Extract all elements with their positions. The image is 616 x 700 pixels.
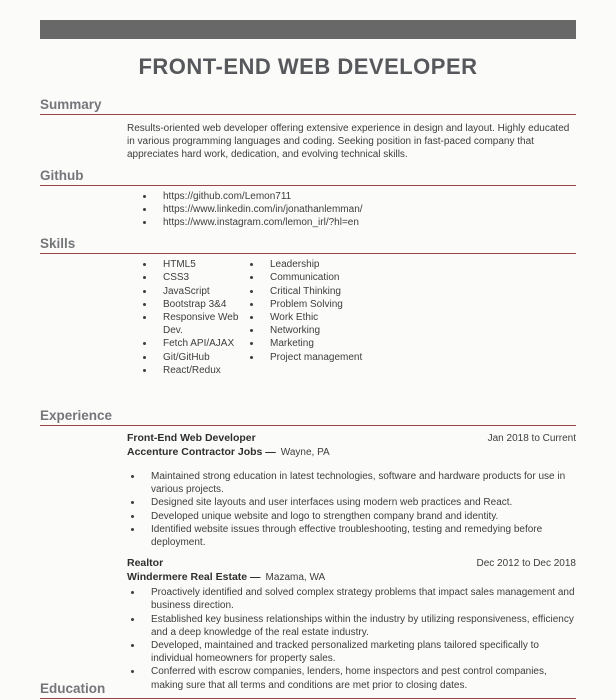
skill-item: • Critical Thinking: [262, 285, 362, 298]
skill-item: • HTML5: [155, 258, 248, 271]
job-bullet-item: • Maintained strong education in latest technologies, software and hardware products for use in various projects.: [143, 470, 576, 496]
skill-item: • Problem Solving: [262, 298, 362, 311]
skill-item: • Responsive Web Dev.: [155, 311, 248, 337]
experience-job: [127, 431, 576, 549]
skills-column-1: [141, 258, 248, 377]
job-bullets-list: [127, 586, 576, 692]
skill-item: • Leadership: [262, 258, 362, 271]
github-link-item: • https://www.instagram.com/lemon_irl/?hl=en: [155, 216, 580, 229]
job-bullet-item: • Proactively identified and solved complex strategy problems that impact sales management and business direction.: [143, 586, 576, 612]
job-dates: Dec 2012 to Dec 2018: [476, 558, 576, 570]
job-dates: Jan 2018 to Current: [487, 433, 576, 445]
skill-item: • Fetch API/AJAX: [155, 337, 248, 350]
job-bullet-item: • Established key business relationships within the industry by utilizing responsiveness, efficiency and a deep knowledge of the real estate industry.: [143, 613, 576, 639]
section-heading-summary: Summary: [40, 97, 576, 115]
skill-item: • React/Redux: [155, 364, 248, 377]
job-bullet-item: • Developed, maintained and tracked personalized marketing plans tailored specifically to individual homeowners for property sales.: [143, 639, 576, 665]
skill-item: • Communication: [262, 271, 362, 284]
section-heading-github: Github: [40, 168, 576, 186]
job-header: [127, 556, 576, 570]
job-bullets-list: [127, 470, 576, 549]
job-title: Realtor: [127, 557, 164, 570]
job-company: Windermere Real Estate —: [127, 571, 261, 584]
skill-item: • JavaScript: [155, 285, 248, 298]
skill-item: • Marketing: [262, 337, 362, 350]
skill-item: • Bootstrap 3&4: [155, 298, 248, 311]
job-title: Front-End Web Developer: [127, 432, 256, 445]
github-link-item: • https://github.com/Lemon711: [155, 190, 580, 203]
resume-title: FRONT-END WEB DEVELOPER: [138, 54, 478, 79]
job-bullet-item: • Identified website issues through effective troubleshooting, testing and remedying before deployment.: [143, 523, 576, 549]
experience-job: [127, 556, 576, 692]
skill-item: • Networking: [262, 324, 362, 337]
skills-columns: [141, 258, 616, 377]
job-bullet-item: • Designed site layouts and user interfaces using modern web practices and React.: [143, 496, 576, 509]
skills-column-2: [248, 258, 362, 377]
skill-item: • Work Ethic: [262, 311, 362, 324]
job-bullet-item: • Developed unique website and logo to strengthen company brand and identity.: [143, 510, 576, 523]
section-heading-experience: Experience: [40, 408, 576, 426]
summary-text: Results-oriented web developer offering extensive experience in design and layout. Highly educated in various programming languages and coding. Seeking position in fast-paced company that appreciates hard work, dedication, and evolving technical skills.: [127, 123, 570, 161]
job-location: Wayne, PA: [280, 447, 330, 459]
skill-item: • Git/GitHub: [155, 351, 248, 364]
skill-item: • CSS3: [155, 271, 248, 284]
job-bullet-item: • Conferred with escrow companies, lenders, home inspectors and pest control companies, making sure that all terms and conditions are met prior to closing dates.: [143, 665, 576, 691]
header-bar: [40, 20, 576, 39]
section-heading-skills: Skills: [40, 236, 576, 254]
job-company-line: [127, 570, 576, 585]
github-link-item: • https://www.linkedin.com/in/jonathanlemman/: [155, 203, 580, 216]
job-company-line: [127, 445, 576, 460]
skill-item: • Project management: [262, 351, 362, 364]
job-location: Mazama, WA: [265, 572, 326, 584]
github-links-list: [141, 190, 616, 230]
job-company: Accenture Contractor Jobs —: [127, 446, 276, 459]
section-heading-education: Education: [40, 681, 576, 699]
education-section: [0, 681, 616, 699]
job-header: [127, 431, 576, 445]
